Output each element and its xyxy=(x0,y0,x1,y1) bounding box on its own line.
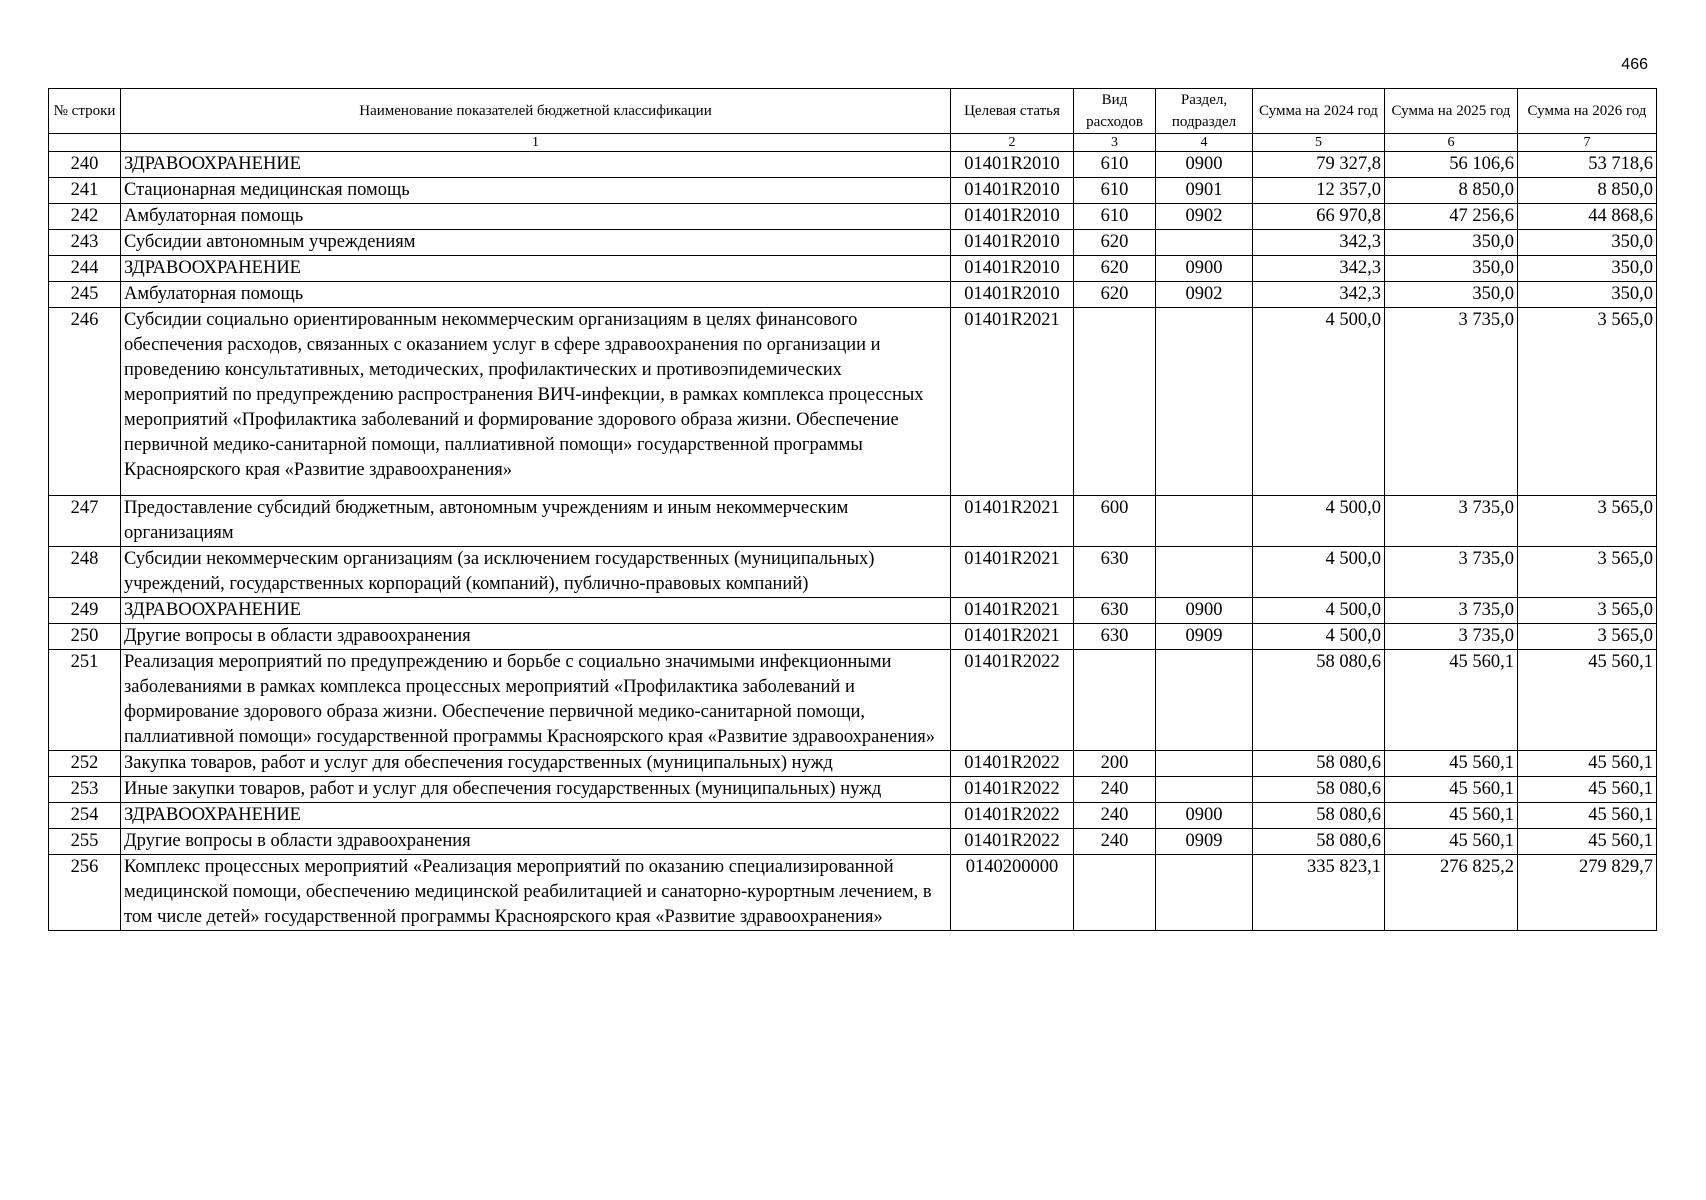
sum-2024-cell: 4 500,0 xyxy=(1253,624,1385,650)
sum-2025-cell: 8 850,0 xyxy=(1385,178,1518,204)
row-name-cell: ЗДРАВООХРАНЕНИЕ xyxy=(121,803,951,829)
table-row xyxy=(49,496,1657,547)
section-cell: 0902 xyxy=(1156,282,1253,308)
row-name-cell: Другие вопросы в области здравоохранения xyxy=(121,624,951,650)
row-name-cell: ЗДРАВООХРАНЕНИЕ xyxy=(121,256,951,282)
section-cell: 0900 xyxy=(1156,256,1253,282)
table-row xyxy=(49,152,1657,178)
sum-2024-cell: 79 327,8 xyxy=(1253,152,1385,178)
row-number-cell: 254 xyxy=(49,803,121,829)
target-article-cell: 01401R2010 xyxy=(951,152,1074,178)
target-article-cell: 01401R2021 xyxy=(951,496,1074,547)
row-number-cell: 253 xyxy=(49,777,121,803)
sum-2025-cell: 3 735,0 xyxy=(1385,598,1518,624)
row-name-cell: Стационарная медицинская помощь xyxy=(121,178,951,204)
sum-2026-cell: 279 829,7 xyxy=(1518,855,1657,931)
expense-type-cell: 200 xyxy=(1074,751,1156,777)
header-name: Наименование показателей бюджетной классификации xyxy=(121,89,951,134)
row-number-cell: 245 xyxy=(49,282,121,308)
header-sum-2026: Сумма на 2026 год xyxy=(1518,89,1657,134)
sum-2024-cell: 58 080,6 xyxy=(1253,803,1385,829)
row-name-cell: Реализация мероприятий по предупреждению и борьбе с социально значимыми инфекционными заболеваниями в рамках комплекса процессных мероприятий «Профилактика заболеваний и формирование здорового образа жизни. Обеспечение первичной медико-санитарной помощи, паллиативной помощи» государственной программы Красноярского края «Развитие здравоохранения» xyxy=(121,650,951,751)
table-row xyxy=(49,230,1657,256)
expense-type-cell: 610 xyxy=(1074,152,1156,178)
header-sum-2024: Сумма на 2024 год xyxy=(1253,89,1385,134)
header-expense-type: Вид расходов xyxy=(1074,89,1156,134)
column-number xyxy=(49,134,121,152)
row-number-cell: 251 xyxy=(49,650,121,751)
sum-2025-cell: 350,0 xyxy=(1385,230,1518,256)
expense-type-cell xyxy=(1074,650,1156,751)
section-cell xyxy=(1156,650,1253,751)
sum-2024-cell: 58 080,6 xyxy=(1253,829,1385,855)
header-row xyxy=(49,89,1657,134)
sum-2025-cell: 45 560,1 xyxy=(1385,650,1518,751)
sum-2024-cell: 66 970,8 xyxy=(1253,204,1385,230)
target-article-cell: 01401R2021 xyxy=(951,308,1074,496)
column-number: 4 xyxy=(1156,134,1253,152)
expense-type-cell: 620 xyxy=(1074,282,1156,308)
row-name-cell: ЗДРАВООХРАНЕНИЕ xyxy=(121,152,951,178)
sum-2024-cell: 4 500,0 xyxy=(1253,496,1385,547)
row-name-cell: Субсидии некоммерческим организациям (за исключением государственных (муниципальных) учреждений, государственных корпораций (компаний), публично-правовых компаний) xyxy=(121,547,951,598)
table-row xyxy=(49,829,1657,855)
target-article-cell: 01401R2022 xyxy=(951,751,1074,777)
sum-2026-cell: 3 565,0 xyxy=(1518,598,1657,624)
sum-2024-cell: 335 823,1 xyxy=(1253,855,1385,931)
row-number-cell: 244 xyxy=(49,256,121,282)
target-article-cell: 01401R2022 xyxy=(951,803,1074,829)
sum-2025-cell: 47 256,6 xyxy=(1385,204,1518,230)
target-article-cell: 01401R2010 xyxy=(951,282,1074,308)
target-article-cell: 0140200000 xyxy=(951,855,1074,931)
row-name-cell: Комплекс процессных мероприятий «Реализация мероприятий по оказанию специализированной медицинской помощи, обеспечению медицинской реабилитацией и санаторно-курортным лечением, в том числе детей» государственной программы Красноярского края «Развитие здравоохранения» xyxy=(121,855,951,931)
row-number-cell: 248 xyxy=(49,547,121,598)
table-row xyxy=(49,204,1657,230)
target-article-cell: 01401R2010 xyxy=(951,230,1074,256)
expense-type-cell: 620 xyxy=(1074,230,1156,256)
sum-2025-cell: 3 735,0 xyxy=(1385,308,1518,496)
table-row xyxy=(49,777,1657,803)
sum-2025-cell: 3 735,0 xyxy=(1385,547,1518,598)
section-cell xyxy=(1156,777,1253,803)
section-cell: 0900 xyxy=(1156,598,1253,624)
section-cell: 0902 xyxy=(1156,204,1253,230)
column-number: 5 xyxy=(1253,134,1385,152)
target-article-cell: 01401R2010 xyxy=(951,256,1074,282)
target-article-cell: 01401R2022 xyxy=(951,650,1074,751)
expense-type-cell: 630 xyxy=(1074,624,1156,650)
section-cell: 0900 xyxy=(1156,152,1253,178)
row-name-cell: Субсидии автономным учреждениям xyxy=(121,230,951,256)
row-number-cell: 249 xyxy=(49,598,121,624)
expense-type-cell xyxy=(1074,855,1156,931)
sum-2026-cell: 45 560,1 xyxy=(1518,777,1657,803)
section-cell xyxy=(1156,496,1253,547)
sum-2026-cell: 45 560,1 xyxy=(1518,829,1657,855)
column-number: 3 xyxy=(1074,134,1156,152)
expense-type-cell: 630 xyxy=(1074,547,1156,598)
sum-2024-cell: 58 080,6 xyxy=(1253,751,1385,777)
sum-2024-cell: 342,3 xyxy=(1253,282,1385,308)
expense-type-cell: 240 xyxy=(1074,829,1156,855)
row-name-cell: Другие вопросы в области здравоохранения xyxy=(121,829,951,855)
row-name-cell: Закупка товаров, работ и услуг для обеспечения государственных (муниципальных) нужд xyxy=(121,751,951,777)
sum-2026-cell: 53 718,6 xyxy=(1518,152,1657,178)
row-number-cell: 242 xyxy=(49,204,121,230)
target-article-cell: 01401R2022 xyxy=(951,829,1074,855)
sum-2026-cell: 8 850,0 xyxy=(1518,178,1657,204)
row-name-cell: Субсидии социально ориентированным некоммерческим организациям в целях финансового обеспечения расходов, связанных с оказанием услуг в сфере здравоохранения по организации и проведению консультативных, методических, профилактических и противоэпидемических мероприятий по предупреждению распространения ВИЧ-инфекции, в рамках комплекса процессных мероприятий «Профилактика заболеваний и формирование здорового образа жизни. Обеспечение первичной медико-санитарной помощи, паллиативной помощи» государственной программы Красноярского края «Развитие здравоохранения» xyxy=(121,308,951,496)
sum-2026-cell: 44 868,6 xyxy=(1518,204,1657,230)
row-name-cell: Иные закупки товаров, работ и услуг для обеспечения государственных (муниципальных) нужд xyxy=(121,777,951,803)
sum-2026-cell: 3 565,0 xyxy=(1518,496,1657,547)
sum-2025-cell: 350,0 xyxy=(1385,282,1518,308)
section-cell xyxy=(1156,308,1253,496)
row-number-cell: 255 xyxy=(49,829,121,855)
table-row xyxy=(49,650,1657,751)
column-number: 6 xyxy=(1385,134,1518,152)
sum-2025-cell: 276 825,2 xyxy=(1385,855,1518,931)
table-row xyxy=(49,178,1657,204)
sum-2025-cell: 45 560,1 xyxy=(1385,751,1518,777)
sum-2024-cell: 342,3 xyxy=(1253,230,1385,256)
table-body xyxy=(49,152,1657,931)
section-cell: 0901 xyxy=(1156,178,1253,204)
expense-type-cell: 620 xyxy=(1074,256,1156,282)
table-row xyxy=(49,547,1657,598)
expense-type-cell xyxy=(1074,308,1156,496)
sum-2024-cell: 12 357,0 xyxy=(1253,178,1385,204)
expense-type-cell: 630 xyxy=(1074,598,1156,624)
sum-2026-cell: 3 565,0 xyxy=(1518,624,1657,650)
sum-2026-cell: 3 565,0 xyxy=(1518,308,1657,496)
row-name-cell: ЗДРАВООХРАНЕНИЕ xyxy=(121,598,951,624)
header-row-number: № строки xyxy=(49,89,121,134)
sum-2025-cell: 45 560,1 xyxy=(1385,829,1518,855)
section-cell: 0900 xyxy=(1156,803,1253,829)
table-row xyxy=(49,256,1657,282)
column-number: 7 xyxy=(1518,134,1657,152)
section-cell: 0909 xyxy=(1156,624,1253,650)
row-number-cell: 252 xyxy=(49,751,121,777)
sum-2026-cell: 45 560,1 xyxy=(1518,751,1657,777)
header-target-article: Целевая статья xyxy=(951,89,1074,134)
table-row xyxy=(49,855,1657,931)
row-number-cell: 240 xyxy=(49,152,121,178)
row-number-cell: 246 xyxy=(49,308,121,496)
target-article-cell: 01401R2021 xyxy=(951,598,1074,624)
row-name-cell: Амбулаторная помощь xyxy=(121,282,951,308)
row-number-cell: 243 xyxy=(49,230,121,256)
table-row xyxy=(49,598,1657,624)
expense-type-cell: 240 xyxy=(1074,777,1156,803)
section-cell xyxy=(1156,547,1253,598)
target-article-cell: 01401R2010 xyxy=(951,204,1074,230)
expense-type-cell: 240 xyxy=(1074,803,1156,829)
expense-type-cell: 600 xyxy=(1074,496,1156,547)
sum-2025-cell: 56 106,6 xyxy=(1385,152,1518,178)
row-name-cell: Предоставление субсидий бюджетным, автономным учреждениям и иным некоммерческим организациям xyxy=(121,496,951,547)
expense-type-cell: 610 xyxy=(1074,178,1156,204)
target-article-cell: 01401R2021 xyxy=(951,547,1074,598)
sum-2024-cell: 58 080,6 xyxy=(1253,650,1385,751)
sum-2026-cell: 45 560,1 xyxy=(1518,803,1657,829)
sum-2024-cell: 342,3 xyxy=(1253,256,1385,282)
sum-2025-cell: 45 560,1 xyxy=(1385,803,1518,829)
table-row xyxy=(49,282,1657,308)
table-row xyxy=(49,308,1657,496)
section-cell xyxy=(1156,751,1253,777)
target-article-cell: 01401R2010 xyxy=(951,178,1074,204)
header-section: Раздел, подраздел xyxy=(1156,89,1253,134)
sum-2026-cell: 3 565,0 xyxy=(1518,547,1657,598)
column-number-row xyxy=(49,134,1657,152)
sum-2026-cell: 350,0 xyxy=(1518,256,1657,282)
table-row xyxy=(49,803,1657,829)
page-number: 466 xyxy=(1621,56,1648,73)
header-sum-2025: Сумма на 2025 год xyxy=(1385,89,1518,134)
sum-2025-cell: 45 560,1 xyxy=(1385,777,1518,803)
sum-2025-cell: 3 735,0 xyxy=(1385,624,1518,650)
sum-2024-cell: 4 500,0 xyxy=(1253,308,1385,496)
table-row xyxy=(49,751,1657,777)
sum-2026-cell: 350,0 xyxy=(1518,230,1657,256)
section-cell: 0909 xyxy=(1156,829,1253,855)
sum-2024-cell: 58 080,6 xyxy=(1253,777,1385,803)
expense-type-cell: 610 xyxy=(1074,204,1156,230)
target-article-cell: 01401R2022 xyxy=(951,777,1074,803)
sum-2024-cell: 4 500,0 xyxy=(1253,547,1385,598)
row-number-cell: 247 xyxy=(49,496,121,547)
target-article-cell: 01401R2021 xyxy=(951,624,1074,650)
row-number-cell: 241 xyxy=(49,178,121,204)
section-cell xyxy=(1156,230,1253,256)
table-row xyxy=(49,624,1657,650)
sum-2026-cell: 45 560,1 xyxy=(1518,650,1657,751)
section-cell xyxy=(1156,855,1253,931)
row-name-cell: Амбулаторная помощь xyxy=(121,204,951,230)
sum-2026-cell: 350,0 xyxy=(1518,282,1657,308)
budget-table xyxy=(48,88,1657,931)
sum-2025-cell: 3 735,0 xyxy=(1385,496,1518,547)
column-number: 2 xyxy=(951,134,1074,152)
row-number-cell: 256 xyxy=(49,855,121,931)
sum-2024-cell: 4 500,0 xyxy=(1253,598,1385,624)
sum-2025-cell: 350,0 xyxy=(1385,256,1518,282)
column-number: 1 xyxy=(121,134,951,152)
row-number-cell: 250 xyxy=(49,624,121,650)
